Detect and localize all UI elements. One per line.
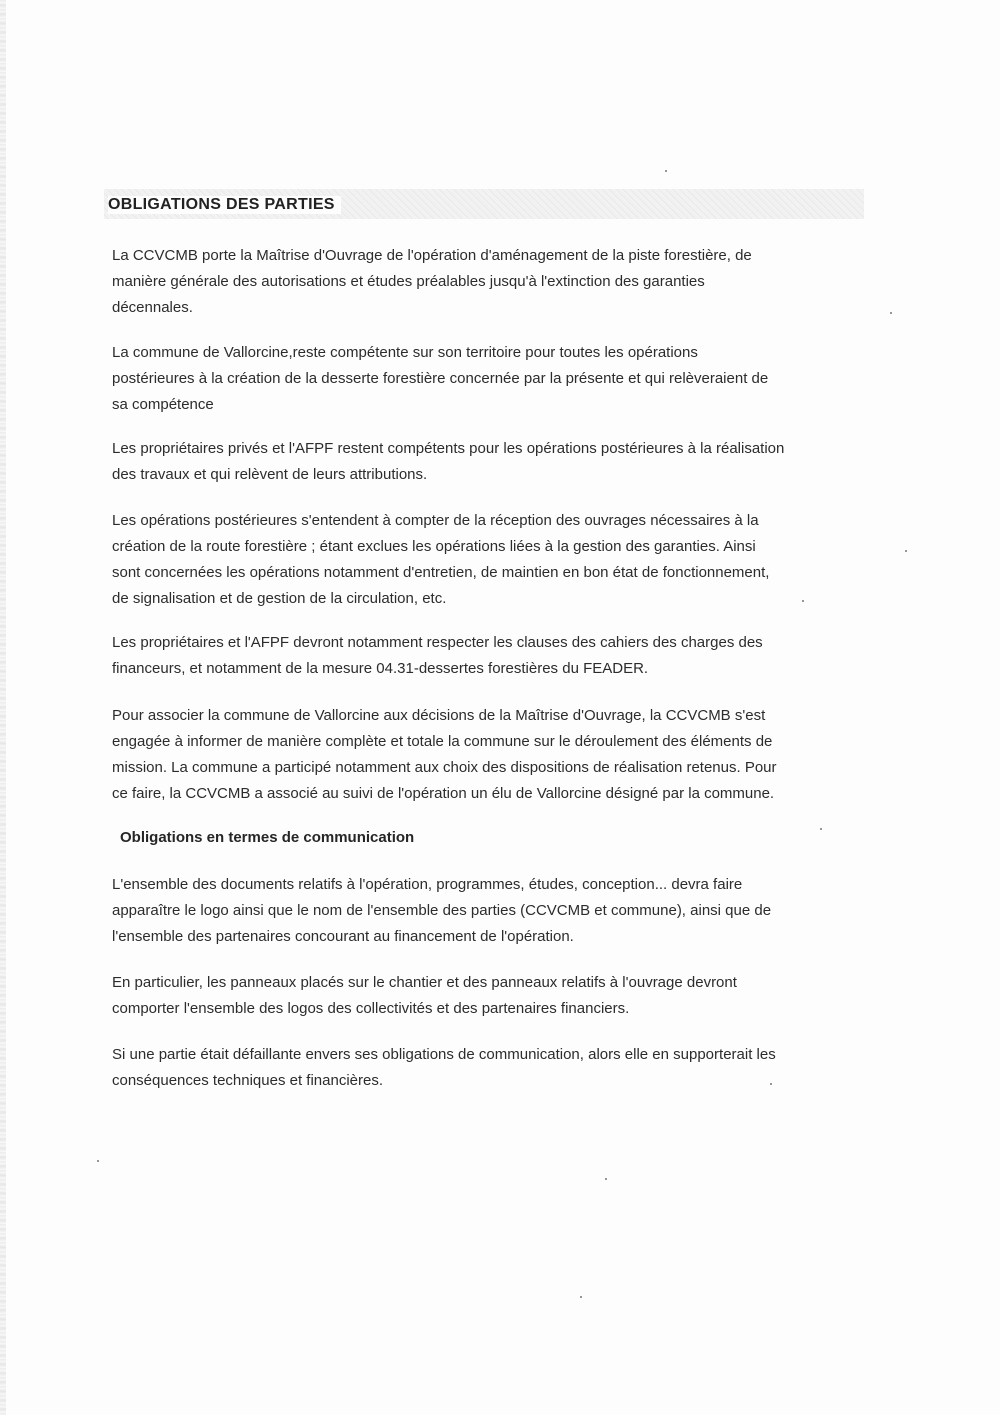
- text-line: création de la route forestière ; étant exclues les opérations liées à la gestion des garanties. Ainsi: [112, 538, 756, 555]
- paragraph-proprietaires-prives: [112, 436, 872, 488]
- paragraph-operations-posterieures: [112, 508, 872, 612]
- paragraph-partie-defaillante: [112, 1042, 872, 1094]
- subsection-heading: Obligations en termes de communication: [120, 829, 415, 846]
- text-line: L'ensemble des documents relatifs à l'opération, programmes, études, conception... devra faire: [112, 876, 743, 893]
- scan-speck: [905, 550, 907, 552]
- paragraph-associer-commune: [112, 703, 872, 807]
- text-line: financeurs, et notamment de la mesure 04.31-dessertes forestières du FEADER.: [112, 660, 649, 677]
- scan-speck: [580, 1296, 582, 1298]
- text-line: Les opérations postérieures s'entendent à compter de la réception des ouvrages nécessaires à la: [112, 512, 759, 529]
- section-heading: OBLIGATIONS DES PARTIES: [108, 196, 341, 214]
- text-line: comporter l'ensemble des logos des collectivités et des partenaires financiers.: [112, 1000, 630, 1017]
- paragraph-cahiers-charges: [112, 630, 872, 682]
- scan-speck: [770, 1083, 772, 1085]
- text-line: décennales.: [112, 299, 193, 316]
- text-line: La commune de Vallorcine,reste compétente sur son territoire pour toutes les opérations: [112, 344, 698, 361]
- paragraph-maitrise-ouvrage: [112, 243, 872, 321]
- text-line: ce faire, la CCVCMB a associé au suivi de l'opération un élu de Vallorcine désigné par la commune.: [112, 785, 775, 802]
- text-line: Si une partie était défaillante envers ses obligations de communication, alors elle en supporterait les: [112, 1046, 776, 1063]
- text-line: Pour associer la commune de Vallorcine aux décisions de la Maîtrise d'Ouvrage, la CCVCMB s'est: [112, 707, 766, 724]
- text-line: En particulier, les panneaux placés sur le chantier et des panneaux relatifs à l'ouvrage devront: [112, 974, 737, 991]
- text-line: Les propriétaires privés et l'AFPF restent compétents pour les opérations postérieures à la réalisation: [112, 440, 785, 457]
- text-line: Les propriétaires et l'AFPF devront notamment respecter les clauses des cahiers des charges des: [112, 634, 763, 651]
- text-line: apparaître le logo ainsi que le nom de l'ensemble des parties (CCVCMB et commune), ainsi que de: [112, 902, 772, 919]
- scan-speck: [890, 312, 892, 314]
- scan-speck: [605, 1178, 607, 1180]
- text-line: de signalisation et de gestion de la circulation, etc.: [112, 590, 447, 607]
- text-line: manière générale des autorisations et études préalables jusqu'à l'extinction des garanties: [112, 273, 705, 290]
- scan-edge-artifact: [0, 0, 6, 1415]
- text-line: sa compétence: [112, 396, 214, 413]
- text-line: sont concernées les opérations notamment d'entretien, de maintien en bon état de fonctionnement,: [112, 564, 770, 581]
- text-line: postérieures à la création de la desserte forestière concernée par la présente et qui relèveraient de: [112, 370, 769, 387]
- text-line: La CCVCMB porte la Maîtrise d'Ouvrage de l'opération d'aménagement de la piste forestière, de: [112, 247, 752, 264]
- text-line: engagée à informer de manière complète et totale la commune sur le déroulement des éléments de: [112, 733, 773, 750]
- paragraph-panneaux-chantier: [112, 970, 872, 1022]
- scan-speck: [820, 828, 822, 830]
- paragraph-commune-competence: [112, 340, 872, 418]
- text-line: conséquences techniques et financières.: [112, 1072, 384, 1089]
- scan-speck: [802, 600, 804, 602]
- scan-speck: [665, 170, 667, 172]
- paragraph-documents-logo: [112, 872, 872, 950]
- text-line: mission. La commune a participé notamment aux choix des dispositions de réalisation retenus. Pour: [112, 759, 777, 776]
- text-line: des travaux et qui relèvent de leurs attributions.: [112, 466, 428, 483]
- scan-speck: [97, 1160, 99, 1162]
- text-line: l'ensemble des partenaires concourant au financement de l'opération.: [112, 928, 574, 945]
